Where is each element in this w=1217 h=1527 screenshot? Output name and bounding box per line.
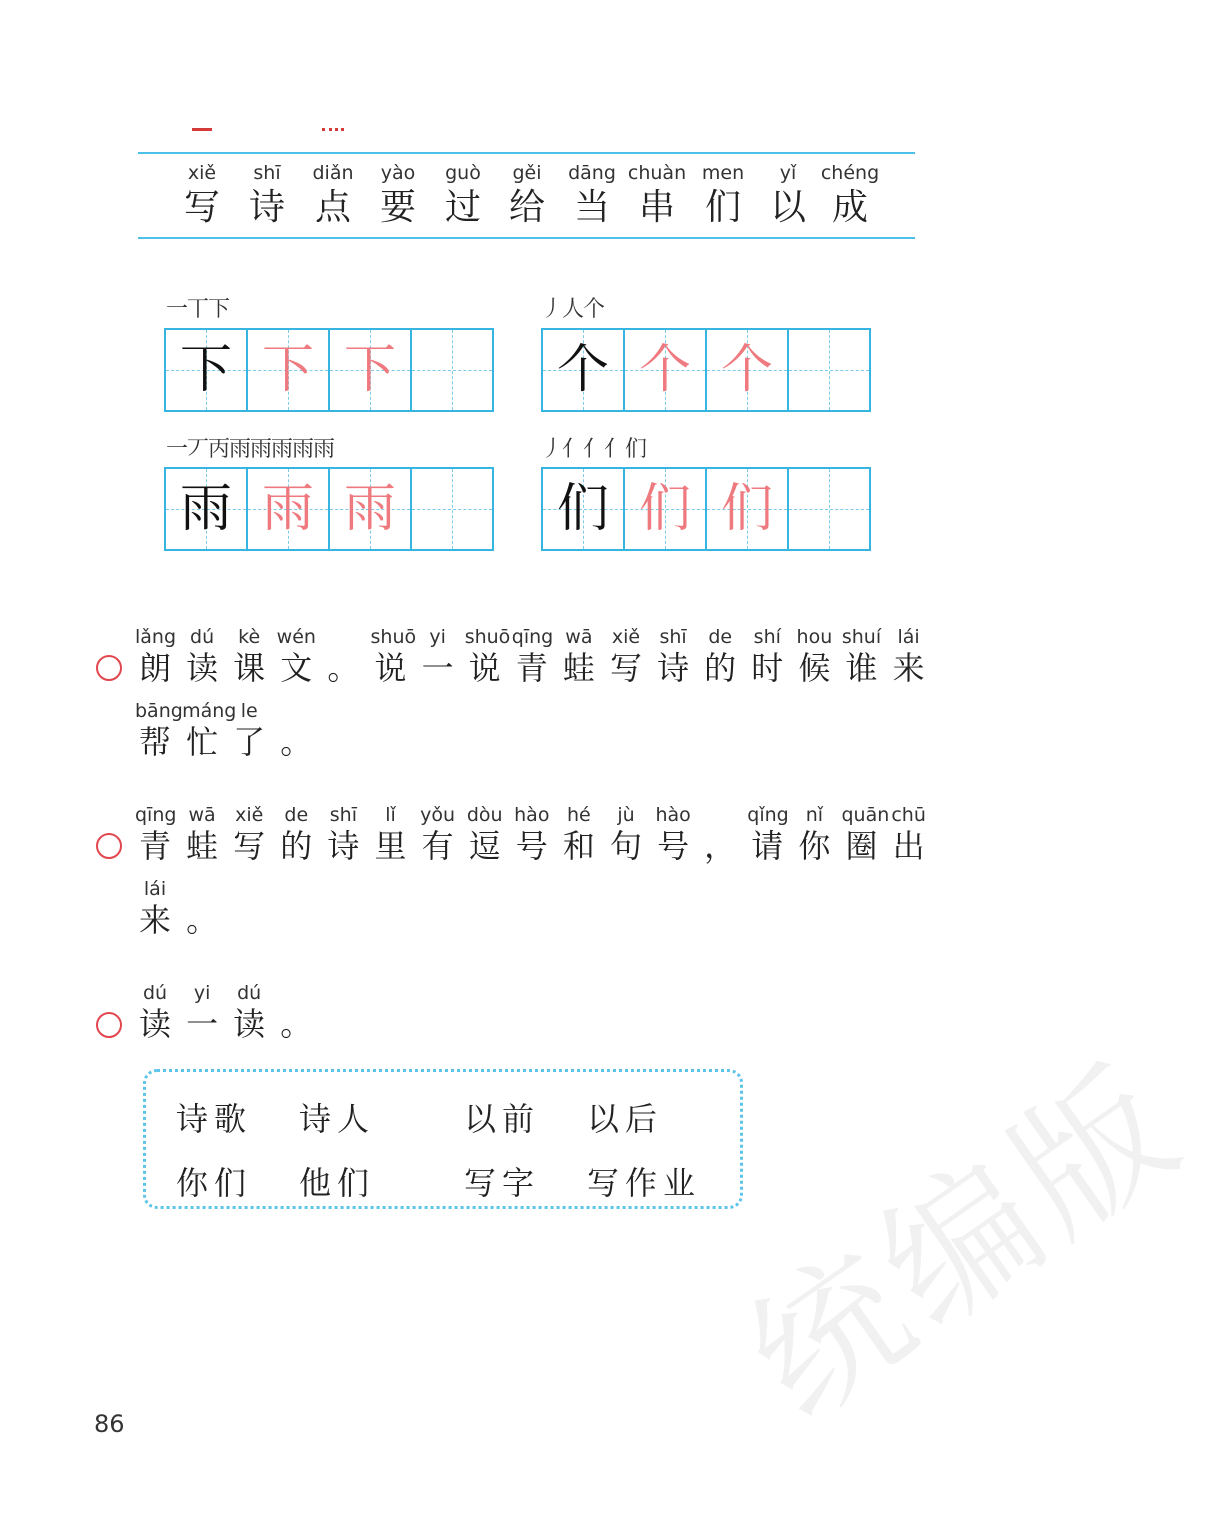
hanzi: 青 xyxy=(138,827,171,865)
pinyin: yi xyxy=(429,626,446,648)
word-item: 诗人 xyxy=(299,1100,376,1138)
hanzi: 要 xyxy=(379,187,416,228)
hanzi: 。 xyxy=(280,723,313,761)
trace-char-box[interactable] xyxy=(625,330,707,410)
pinyin: gěi xyxy=(512,162,542,184)
pinyin: bāng xyxy=(135,700,183,722)
hanzi: 写 xyxy=(233,827,266,865)
pinyin: hào xyxy=(514,804,550,826)
word-item: 写作业 xyxy=(587,1164,702,1202)
pinyin: kè xyxy=(238,626,261,648)
grid-char: 个 xyxy=(556,340,609,400)
pinyin: shī xyxy=(253,162,281,184)
model-char-box xyxy=(166,469,248,549)
grid-char: 个 xyxy=(720,340,773,400)
word-item: 他们 xyxy=(299,1164,376,1202)
hanzi: 号 xyxy=(657,827,690,865)
grid-char: 们 xyxy=(720,479,773,539)
pinyin xyxy=(323,626,363,648)
text-token xyxy=(842,626,882,688)
hanzi: 一 xyxy=(186,1005,219,1043)
hanzi: 一 xyxy=(421,649,454,687)
text-token xyxy=(229,804,269,866)
pinyin: lái xyxy=(143,878,167,900)
stroke-order: 一丅下 xyxy=(166,297,230,322)
text-token xyxy=(464,626,511,688)
exercise-3-circle-icon[interactable] xyxy=(96,1012,122,1038)
page-number: 86 xyxy=(94,1410,125,1438)
hanzi: 候 xyxy=(798,649,831,687)
hanzi: 来 xyxy=(138,901,171,939)
hanzi: 朗 xyxy=(138,649,171,687)
text-token xyxy=(371,804,411,866)
model-char-box xyxy=(543,469,625,549)
text-token xyxy=(841,804,890,866)
hanzi: 句 xyxy=(609,827,642,865)
hanzi: 当 xyxy=(573,187,610,228)
text-token xyxy=(559,804,599,866)
stroke-order: 丿人个 xyxy=(541,297,605,322)
hanzi: 谁 xyxy=(845,649,878,687)
hanzi: 。 xyxy=(186,901,219,939)
blank-writing-box[interactable] xyxy=(789,330,869,410)
hanzi: 忙 xyxy=(186,723,219,761)
text-token xyxy=(700,626,740,688)
vocab-cell xyxy=(562,160,622,230)
pinyin: chū xyxy=(891,804,926,826)
hanzi: 读 xyxy=(138,1005,171,1043)
hanzi: 课 xyxy=(233,649,266,687)
pinyin xyxy=(276,700,316,722)
vocab-cell xyxy=(303,160,363,230)
hanzi: 来 xyxy=(892,649,925,687)
pinyin: dāng xyxy=(568,162,616,184)
pinyin: chuàn xyxy=(627,162,687,184)
text-token xyxy=(889,626,929,688)
model-char-box xyxy=(166,330,248,410)
text-token xyxy=(276,626,316,688)
pinyin: hào xyxy=(655,804,691,826)
hanzi: 里 xyxy=(374,827,407,865)
blank-writing-box[interactable] xyxy=(412,330,492,410)
pinyin: lǎng xyxy=(135,626,177,648)
pinyin: hou xyxy=(796,626,833,648)
hanzi: 诗 xyxy=(248,187,285,228)
grid-char: 下 xyxy=(261,340,314,400)
text-token xyxy=(276,982,316,1044)
pinyin: nǐ xyxy=(805,804,824,826)
pinyin: yǒu xyxy=(420,804,456,826)
tian-grid xyxy=(541,467,871,551)
tian-grid xyxy=(541,328,871,412)
hanzi: 诗 xyxy=(657,649,690,687)
hanzi: 圈 xyxy=(845,827,878,865)
pinyin: xiě xyxy=(235,804,264,826)
vocab-cell xyxy=(172,160,232,230)
word-box xyxy=(143,1069,743,1209)
hanzi: 成 xyxy=(831,187,868,228)
trace-char-box[interactable] xyxy=(248,469,330,549)
pinyin: qīng xyxy=(135,804,177,826)
text-token xyxy=(135,804,175,866)
text-token xyxy=(512,626,552,688)
trace-char-box[interactable] xyxy=(707,330,789,410)
text-token xyxy=(747,804,787,866)
hanzi: 出 xyxy=(892,827,925,865)
hanzi: 写 xyxy=(609,649,642,687)
text-token xyxy=(889,804,929,866)
text-token xyxy=(559,626,599,688)
text-token xyxy=(182,878,222,940)
pinyin: diǎn xyxy=(312,162,354,184)
pinyin xyxy=(700,804,740,826)
text-token xyxy=(747,626,787,688)
pinyin: shuí xyxy=(841,626,882,648)
text-token xyxy=(653,804,693,866)
exercise-1-circle-icon[interactable] xyxy=(96,655,122,681)
hanzi: 点 xyxy=(314,187,351,228)
pinyin: hé xyxy=(567,804,591,826)
grid-char: 下 xyxy=(179,340,232,400)
text-token xyxy=(182,700,237,762)
text-token xyxy=(465,804,505,866)
vocab-cell xyxy=(693,160,753,230)
hanzi: 了 xyxy=(233,723,266,761)
hanzi: 和 xyxy=(562,827,595,865)
grid-char: 雨 xyxy=(261,479,314,539)
trace-char-box[interactable] xyxy=(625,469,707,549)
pinyin: qīng xyxy=(511,626,554,648)
pinyin: shuō xyxy=(464,626,511,648)
stroke-fragment xyxy=(192,128,212,131)
vocab-cell xyxy=(237,160,297,230)
hanzi: 。 xyxy=(280,1005,313,1043)
vocab-top-rule xyxy=(138,152,915,154)
text-token xyxy=(135,878,175,940)
pinyin xyxy=(182,878,222,900)
trace-char-box[interactable] xyxy=(248,330,330,410)
word-item: 以后 xyxy=(587,1100,664,1138)
hanzi: 以 xyxy=(769,187,806,228)
grid-char: 下 xyxy=(343,340,396,400)
exercise-2-circle-icon[interactable] xyxy=(96,833,122,859)
word-item: 以前 xyxy=(464,1100,541,1138)
pinyin: yi xyxy=(193,982,211,1004)
word-item: 诗歌 xyxy=(176,1100,253,1138)
text-token xyxy=(182,982,222,1044)
grid-char: 们 xyxy=(638,479,691,539)
text-token xyxy=(418,626,458,688)
pinyin: yào xyxy=(380,162,416,184)
text-token xyxy=(606,804,646,866)
pinyin: máng xyxy=(182,700,237,722)
stroke-order: 丿亻亻亻们 xyxy=(541,437,647,462)
vocab-cell xyxy=(627,160,687,230)
text-token xyxy=(418,804,458,866)
hanzi: 们 xyxy=(704,187,741,228)
hanzi: 诗 xyxy=(327,827,360,865)
text-token xyxy=(276,700,316,762)
pinyin: xiě xyxy=(611,626,641,648)
blank-writing-box[interactable] xyxy=(789,469,869,549)
hanzi: 说 xyxy=(468,649,501,687)
pinyin: dú xyxy=(190,626,215,648)
text-token xyxy=(370,626,417,688)
vocab-cell xyxy=(758,160,818,230)
pinyin: de xyxy=(708,626,733,648)
pinyin: shī xyxy=(659,626,687,648)
pinyin: shī xyxy=(329,804,357,826)
grid-char: 雨 xyxy=(179,479,232,539)
pinyin: dú xyxy=(237,982,262,1004)
hanzi: 号 xyxy=(515,827,548,865)
text-token xyxy=(135,982,175,1044)
pinyin: guò xyxy=(445,162,481,184)
pinyin: wā xyxy=(565,626,593,648)
text-token xyxy=(794,804,834,866)
hanzi: 帮 xyxy=(138,723,171,761)
pinyin: dòu xyxy=(466,804,503,826)
vocab-cell xyxy=(820,160,880,230)
hanzi: 过 xyxy=(444,187,481,228)
trace-char-box[interactable] xyxy=(330,469,412,549)
text-token xyxy=(700,804,740,866)
pinyin: wā xyxy=(188,804,216,826)
pinyin: shí xyxy=(753,626,781,648)
hanzi: 串 xyxy=(638,187,675,228)
pinyin: jù xyxy=(617,804,635,826)
pinyin: wén xyxy=(276,626,316,648)
vocab-cell xyxy=(497,160,557,230)
trace-char-box[interactable] xyxy=(707,469,789,549)
pinyin: quān xyxy=(841,804,890,826)
text-token xyxy=(229,700,269,762)
hanzi: 给 xyxy=(508,187,545,228)
hanzi: 读 xyxy=(233,1005,266,1043)
pinyin: le xyxy=(240,700,258,722)
trace-char-box[interactable] xyxy=(330,330,412,410)
stroke-fragment xyxy=(322,128,344,131)
hanzi: 你 xyxy=(798,827,831,865)
hanzi: 文 xyxy=(280,649,313,687)
text-token xyxy=(323,804,363,866)
hanzi: 写 xyxy=(183,187,220,228)
text-token xyxy=(512,804,552,866)
hanzi: 。 xyxy=(327,649,360,687)
text-token xyxy=(135,626,175,688)
hanzi: 的 xyxy=(280,827,313,865)
pinyin: shuō xyxy=(370,626,417,648)
word-item: 写字 xyxy=(464,1164,541,1202)
pinyin: de xyxy=(284,804,309,826)
pinyin: lái xyxy=(897,626,920,648)
word-item: 你们 xyxy=(176,1164,253,1202)
pinyin: chéng xyxy=(820,162,880,184)
hanzi: 蛙 xyxy=(186,827,219,865)
text-token xyxy=(276,804,316,866)
hanzi: 的 xyxy=(704,649,737,687)
text-token xyxy=(182,626,222,688)
grid-char: 雨 xyxy=(343,479,396,539)
pinyin: qǐng xyxy=(747,804,789,826)
pinyin: xiě xyxy=(187,162,217,184)
model-char-box xyxy=(543,330,625,410)
pinyin: men xyxy=(701,162,745,184)
hanzi: ， xyxy=(704,827,737,865)
pinyin: lǐ xyxy=(385,804,396,826)
vocab-cell xyxy=(433,160,493,230)
tian-grid xyxy=(164,467,494,551)
hanzi: 说 xyxy=(374,649,407,687)
text-token xyxy=(182,804,222,866)
hanzi: 青 xyxy=(515,649,548,687)
grid-char: 们 xyxy=(556,479,609,539)
pinyin: yǐ xyxy=(779,162,797,184)
grid-char: 个 xyxy=(638,340,691,400)
stroke-order: 一丆丙雨雨雨雨雨 xyxy=(166,437,335,462)
tian-grid xyxy=(164,328,494,412)
watermark: 统编版 xyxy=(720,1033,1214,1452)
text-token xyxy=(653,626,693,688)
hanzi: 请 xyxy=(751,827,784,865)
hanzi: 有 xyxy=(421,827,454,865)
vocab-bottom-rule xyxy=(138,237,915,239)
hanzi: 蛙 xyxy=(562,649,595,687)
text-token xyxy=(229,626,269,688)
text-token xyxy=(135,700,183,762)
pinyin: dú xyxy=(142,982,168,1004)
pinyin xyxy=(276,982,316,1004)
hanzi: 逗 xyxy=(468,827,501,865)
hanzi: 读 xyxy=(186,649,219,687)
text-token xyxy=(794,626,834,688)
text-token xyxy=(323,626,363,688)
vocab-cell xyxy=(368,160,428,230)
hanzi: 时 xyxy=(751,649,784,687)
blank-writing-box[interactable] xyxy=(412,469,492,549)
text-token xyxy=(229,982,269,1044)
text-token xyxy=(606,626,646,688)
